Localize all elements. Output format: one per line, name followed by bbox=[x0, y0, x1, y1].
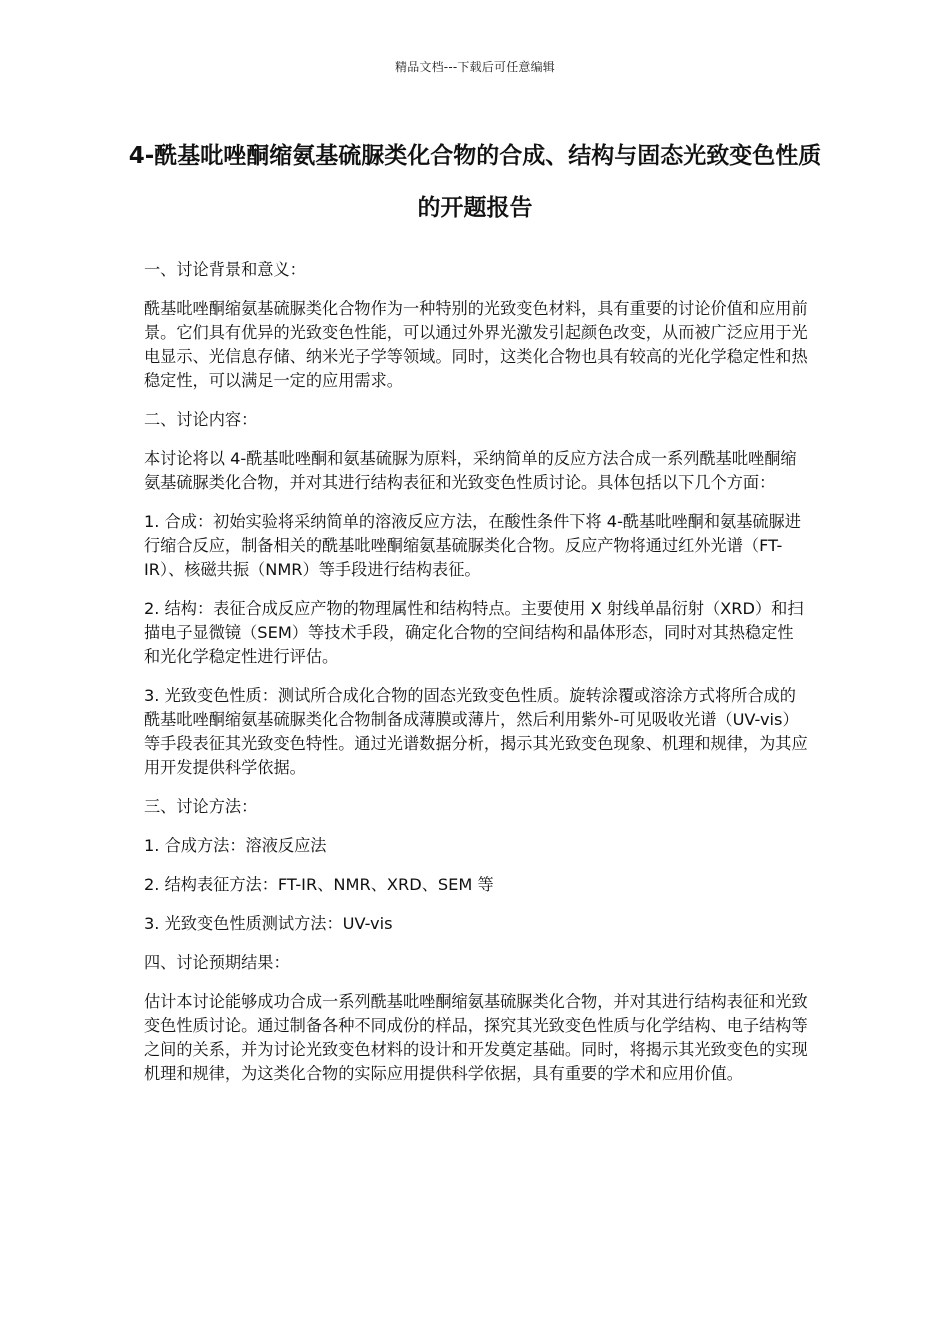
paragraph-method-characterization: 2. 结构表征方法：FT-IR、NMR、XRD、SEM 等 bbox=[144, 875, 494, 894]
section-heading-expected-results: 四、讨论预期结果： bbox=[144, 953, 290, 972]
section-heading-methods: 三、讨论方法： bbox=[144, 797, 258, 816]
paragraph-expected-results: 估计本讨论能够成功合成一系列酰基吡唑酮缩氨基硫脲类化合物，并对其进行结构表征和光致变色性质讨论。通过制备各种不同成份的样品，探究其光致变色性质与化学结构、电子结构等之间的关系，并为讨论光致变色材料的设计和开发奠定基础。同时，将揭示其光致变色的实现机理和规律，为这类化合物的实际应用提供科学依据，具有重要的学术和应用价值。 bbox=[144, 992, 808, 1083]
paragraph-content-photochromism: 3. 光致变色性质：测试所合成化合物的固态光致变色性质。旋转涂覆或溶涂方式将所合成的酰基吡唑酮缩氨基硫脲类化合物制备成薄膜或薄片，然后利用紫外-可见吸收光谱（UV-vis）等手段表征其光致变色特性。通过光谱数据分析，揭示其光致变色现象、机理和规律，为其应用开发提供科学依据。 bbox=[144, 686, 808, 777]
paragraph-content-synthesis: 1. 合成：初始实验将采纳简单的溶液反应方法，在酸性条件下将 4-酰基吡唑酮和氨基硫脲进行缩合反应，制备相关的酰基吡唑酮缩氨基硫脲类化合物。反应产物将通过红外光谱（FT-IR）、核磁共振（NMR）等手段进行结构表征。 bbox=[144, 512, 801, 579]
document-title: 4-酰基吡唑酮缩氨基硫脲类化合物的合成、结构与固态光致变色性质的开题报告 bbox=[128, 143, 822, 221]
document-body bbox=[144, 258, 808, 1101]
paragraph-method-photochromism: 3. 光致变色性质测试方法：UV-vis bbox=[144, 914, 393, 933]
section-heading-background: 一、讨论背景和意义： bbox=[144, 260, 306, 279]
paragraph-method-synthesis: 1. 合成方法：溶液反应法 bbox=[144, 836, 327, 855]
header-note: 精品文档---下载后可任意编辑 bbox=[395, 60, 555, 74]
section-heading-content: 二、讨论内容： bbox=[144, 410, 258, 429]
paragraph-content-structure: 2. 结构：表征合成反应产物的物理属性和结构特点。主要使用 X 射线单晶衍射（XRD）和扫描电子显微镜（SEM）等技术手段，确定化合物的空间结构和晶体形态，同时对其热稳定性和光化学稳定性进行评估。 bbox=[144, 599, 804, 666]
paragraph-background: 酰基吡唑酮缩氨基硫脲类化合物作为一种特别的光致变色材料，具有重要的讨论价值和应用前景。它们具有优异的光致变色性能，可以通过外界光激发引起颜色改变，从而被广泛应用于光电显示、光信息存储、纳米光子学等领域。同时，这类化合物也具有较高的光化学稳定性和热稳定性，可以满足一定的应用需求。 bbox=[144, 299, 808, 390]
paragraph-content-intro: 本讨论将以 4-酰基吡唑酮和氨基硫脲为原料，采纳简单的反应方法合成一系列酰基吡唑酮缩氨基硫脲类化合物，并对其进行结构表征和光致变色性质讨论。具体包括以下几个方面： bbox=[144, 449, 797, 492]
